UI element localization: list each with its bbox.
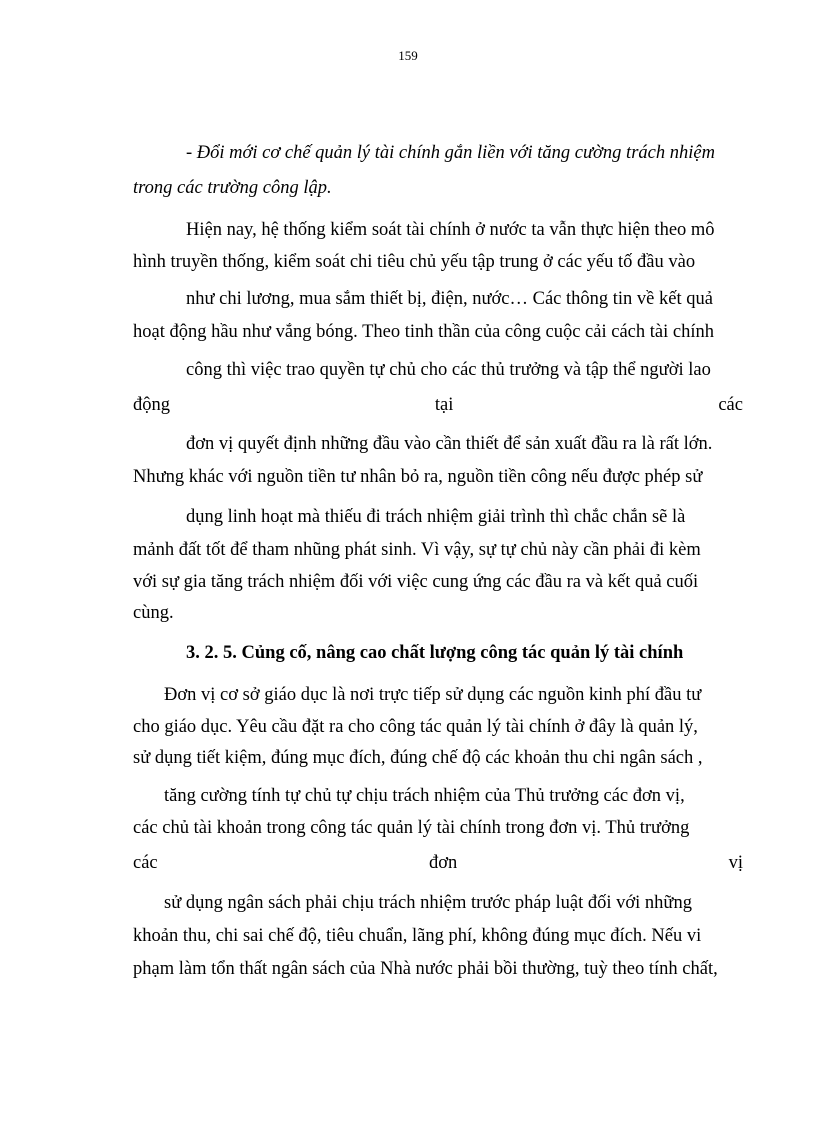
text-line: phạm làm tổn thất ngân sách của Nhà nước phải bồi thường, tuỳ theo tính chất, [133,959,718,979]
text-line: Nhưng khác với nguồn tiền tư nhân bỏ ra, nguồn tiền công nếu được phép sử [133,467,703,487]
spread-text-line [133,851,743,875]
text-line: Hiện nay, hệ thống kiểm soát tài chính ở nước ta vẫn thực hiện theo mô [186,220,715,240]
spread-word: các [718,395,743,415]
text-line: hình truyền thống, kiểm soát chi tiêu chủ yếu tập trung ở các yếu tố đầu vào [133,252,696,272]
text-line: Đơn vị cơ sở giáo dục là nơi trực tiếp sử dụng các nguồn kinh phí đầu tư [164,685,702,705]
text-line: hoạt động hầu như vắng bóng. Theo tinh thần của công cuộc cải cách tài chính [133,322,714,342]
text-line: như chi lương, mua sắm thiết bị, điện, nước… Các thông tin về kết quả [186,289,713,309]
spread-text-line [133,393,743,417]
text-line: dụng linh hoạt mà thiếu đi trách nhiệm giải trình thì chắc chắn sẽ là [186,507,686,527]
text-line: - Đổi mới cơ chế quản lý tài chính gắn liền với tăng cường trách nhiệm [186,143,715,163]
text-line: cùng. [133,603,174,623]
text-line: với sự gia tăng trách nhiệm đối với việc cung ứng các đầu ra và kết quả cuối [133,572,699,592]
page-number: 159 [398,48,418,63]
text-line: các chủ tài khoản trong công tác quản lý tài chính trong đơn vị. Thủ trưởng [133,818,690,838]
text-line: sử dụng ngân sách phải chịu trách nhiệm trước pháp luật đối với những [164,893,692,913]
spread-word: động [133,395,170,415]
text-line: công thì việc trao quyền tự chủ cho các thủ trưởng và tập thể người lao [186,360,711,380]
spread-word: đơn [428,853,458,873]
spread-word: các [133,853,158,873]
spread-word: tại [434,395,454,415]
text-line: khoản thu, chi sai chế độ, tiêu chuẩn, lãng phí, không đúng mục đích. Nếu vi [133,926,702,946]
text-line: mảnh đất tốt để tham nhũng phát sinh. Vì vậy, sự tự chủ này cần phải đi kèm [133,540,701,560]
section-heading: 3. 2. 5. Củng cố, nâng cao chất lượng công tác quản lý tài chính [186,643,684,663]
text-line: đơn vị quyết định những đầu vào cần thiết để sản xuất đầu ra là rất lớn. [186,434,713,454]
text-line: tăng cường tính tự chủ tự chịu trách nhiệm của Thủ trưởng các đơn vị, [164,786,685,806]
text-line: trong các trường công lập. [133,178,332,198]
text-line: sử dụng tiết kiệm, đúng mục đích, đúng chế độ các khoản thu chi ngân sách , [133,748,703,768]
text-line: cho giáo dục. Yêu cầu đặt ra cho công tác quản lý tài chính ở đây là quản lý, [133,717,698,737]
spread-word: vị [728,853,743,873]
